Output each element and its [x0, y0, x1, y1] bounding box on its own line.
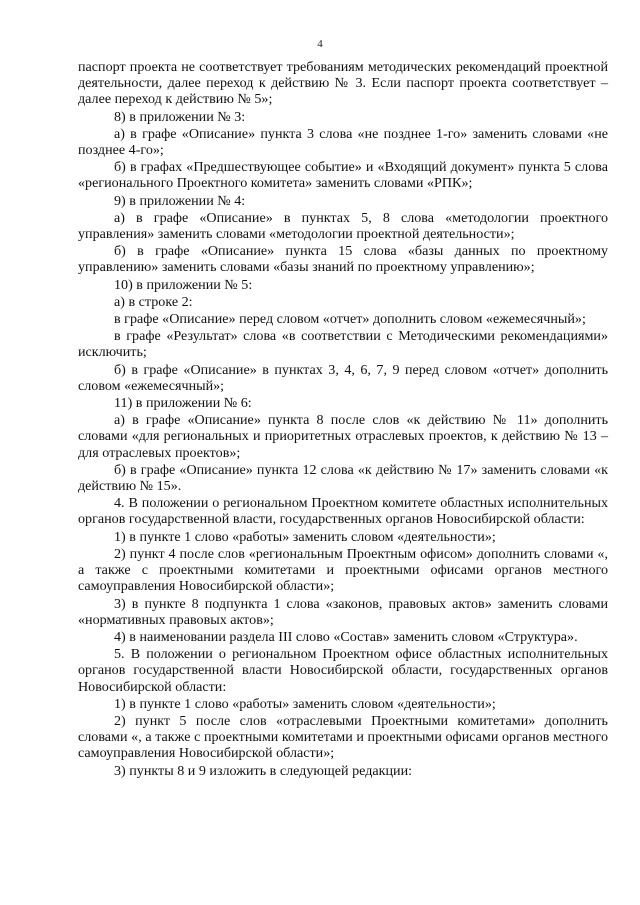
paragraph: в графе «Описание» перед словом «отчет» дополнить словом «ежемесячный»; — [114, 311, 586, 328]
paragraph: 8) в приложении № 3: — [114, 108, 246, 125]
paragraph: 4) в наименовании раздела III слово «Состав» заменить словом «Структура». — [114, 628, 578, 645]
paragraph: 4. В положении о региональном Проектном комитете областных исполнительных органов государственной власти, государственных органов Новосибирской области: — [78, 495, 608, 528]
paragraph: 3) пункты 8 и 9 изложить в следующей редакции: — [114, 762, 413, 779]
paragraph: а) в графе «Описание» пункта 8 после слов «к действию № 11» дополнить словами «для региональных и приоритетных отраслевых проектов, к действию № 13 – для отраслевых проектов»; — [78, 412, 608, 461]
paragraph: а) в строке 2: — [114, 293, 193, 310]
page-number: 4 — [317, 38, 323, 50]
paragraph: 2) пункт 4 после слов «региональным Проектным офисом» дополнить словами «, а также с проектными комитетами и проектными офисами органов местного самоуправления Новосибирской области»; — [78, 545, 608, 595]
paragraph: б) в графе «Описание» в пунктах 3, 4, 6, 7, 9 перед словом «отчет» дополнить словом «ежемесячный»; — [78, 361, 608, 394]
paragraph: 1) в пункте 1 слово «работы» заменить словом «деятельности»; — [114, 695, 496, 712]
paragraph: а) в графе «Описание» в пунктах 5, 8 слова «методологии проектного управления» заменить словами «методологии проектной деятельности»; — [78, 209, 608, 243]
paragraph: 10) в приложении № 5: — [114, 276, 253, 293]
paragraph: 3) в пункте 8 подпункта 1 слова «законов, правовых актов» заменить словами «нормативных правовых актов»; — [78, 595, 608, 628]
paragraph: б) в графе «Описание» пункта 15 слова «базы данных по проектному управлению» заменить словами «базы знаний по проектному управлению»; — [78, 243, 608, 276]
paragraph: 11) в приложении № 6: — [114, 395, 252, 412]
paragraph: в графе «Результат» слова «в соответствии с Методическими рекомендациями» исключить; — [78, 328, 608, 361]
paragraph: 2) пункт 5 после слов «отраслевыми Проектными комитетами» дополнить словами «, а также с проектными комитетами и проектными офисами органов местного самоуправления Новосибирской области»; — [78, 712, 608, 762]
paragraph: б) в графах «Предшествующее событие» и «Входящий документ» пункта 5 слова «регионального Проектного комитета» заменить словами «РПК»; — [78, 159, 608, 192]
paragraph: б) в графе «Описание» пункта 12 слова «к действию № 17» заменить словами «к действию № 15». — [78, 461, 608, 495]
paragraph: 5. В положении о региональном Проектном офисе областных исполнительных органов государственной власти Новосибирской области, государственных органов Новосибирской области: — [78, 646, 608, 695]
paragraph: паспорт проекта не соответствует требованиям методических рекомендаций проектной деятельности, далее переход к действию № 3. Если паспорт проекта соответствует – далее переход к действию № 5»; — [78, 59, 608, 108]
paragraph: 9) в приложении № 4: — [114, 192, 246, 209]
paragraph: 1) в пункте 1 слово «работы» заменить словом «деятельности»; — [114, 528, 496, 545]
document-body — [78, 59, 608, 780]
paragraph: а) в графе «Описание» пункта 3 слова «не позднее 1-го» заменить словами «не позднее 4-го»; — [78, 125, 608, 159]
